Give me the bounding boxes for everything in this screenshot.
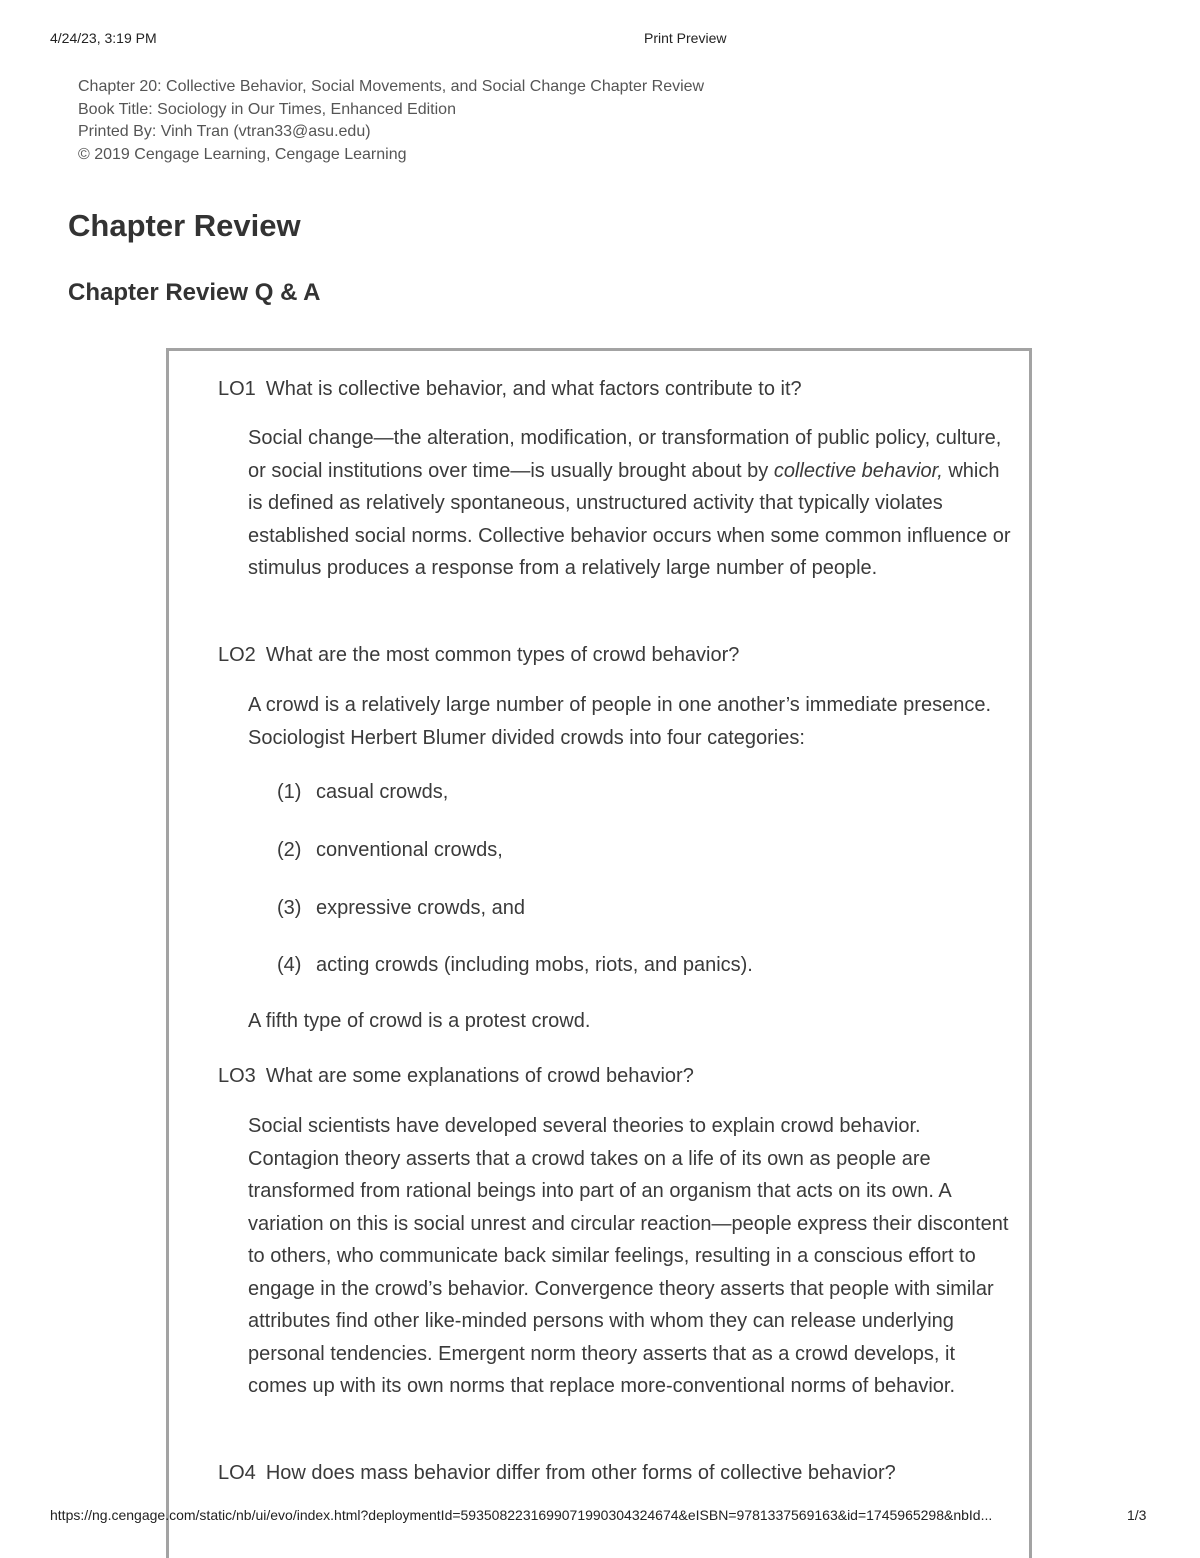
section-title: Chapter Review Q & A [68,279,321,306]
lo2-question [218,644,739,667]
document-metadata [78,76,704,166]
lo2-answer: A crowd is a relatively large number of people in one another’s immediate presence. Sociologist Herbert Blumer divided crowds into four categories: [248,694,992,749]
lo4-label: LO4 [218,1462,256,1484]
print-title: Print Preview [644,30,727,46]
list-item: (4) acting crowds (including mobs, riots, and panics). [277,954,753,976]
lo2-closing: A fifth type of crowd is a protest crowd. [248,1010,591,1032]
page-title: Chapter Review [68,208,301,243]
list-item: (3) expressive crowds, and [277,897,525,919]
key-term: collective behavior, [773,459,943,482]
lo4-question [218,1462,896,1485]
chapter-line: Chapter 20: Collective Behavior, Social Movements, and Social Change Chapter Review [78,78,705,95]
lo2-label: LO2 [218,644,256,666]
list-item: (2) conventional crowds, [277,839,503,861]
lo3-question-text: What are some explanations of crowd behavior? [265,1065,694,1087]
lo1-question [218,378,802,401]
lo1-answer: Social change—the alteration, modification, or transformation of public policy, culture, or social institutions over time—is usually brought about by collective behavior, which is defined as relatively spontaneous, unstructured activity that typically violates established social norms. Collective behavior occurs when some common influence or stimulus produces a response from a relatively large number of people. [248,427,1011,579]
printed-by-line: Printed By: Vinh Tran (vtran33@asu.edu) [78,123,371,140]
page-number: 1/3 [1127,1507,1147,1523]
footer-url: https://ng.cengage.com/static/nb/ui/evo/index.html?deploymentId=5935082231699071990304324674&eISBN=9781337569163&id=1745965298&nbId... [50,1507,993,1523]
book-title-line: Book Title: Sociology in Our Times, Enhanced Edition [78,100,456,118]
copyright-line: © 2019 Cengage Learning, Cengage Learning [78,145,407,163]
lo1-label: LO1 [218,378,256,400]
lo4-question-text: How does mass behavior differ from other forms of collective behavior? [265,1462,896,1484]
lo3-answer: Social scientists have developed several theories to explain crowd behavior. Contagion theory asserts that a crowd takes on a life of its own as people are transformed from rational beings into part of an organism that acts on its own. A variation on this is social unrest and circular reaction—people express their discontent to others, who communicate back similar feelings, resulting in a conscious effort to engage in the crowd’s behavior. Convergence theory asserts that people with similar attributes find other like-minded persons with whom they can release underlying personal tendencies. Emergent norm theory asserts that as a crowd develops, it comes up with its own norms that replace more-conventional norms of behavior. [248,1115,1009,1397]
print-date: 4/24/23, 3:19 PM [50,30,157,46]
list-item: (1) casual crowds, [277,781,449,803]
lo3-question [218,1065,694,1088]
lo1-question-text: What is collective behavior, and what factors contribute to it? [265,378,802,400]
lo3-label: LO3 [218,1065,256,1087]
lo2-question-text: What are the most common types of crowd behavior? [265,644,740,666]
